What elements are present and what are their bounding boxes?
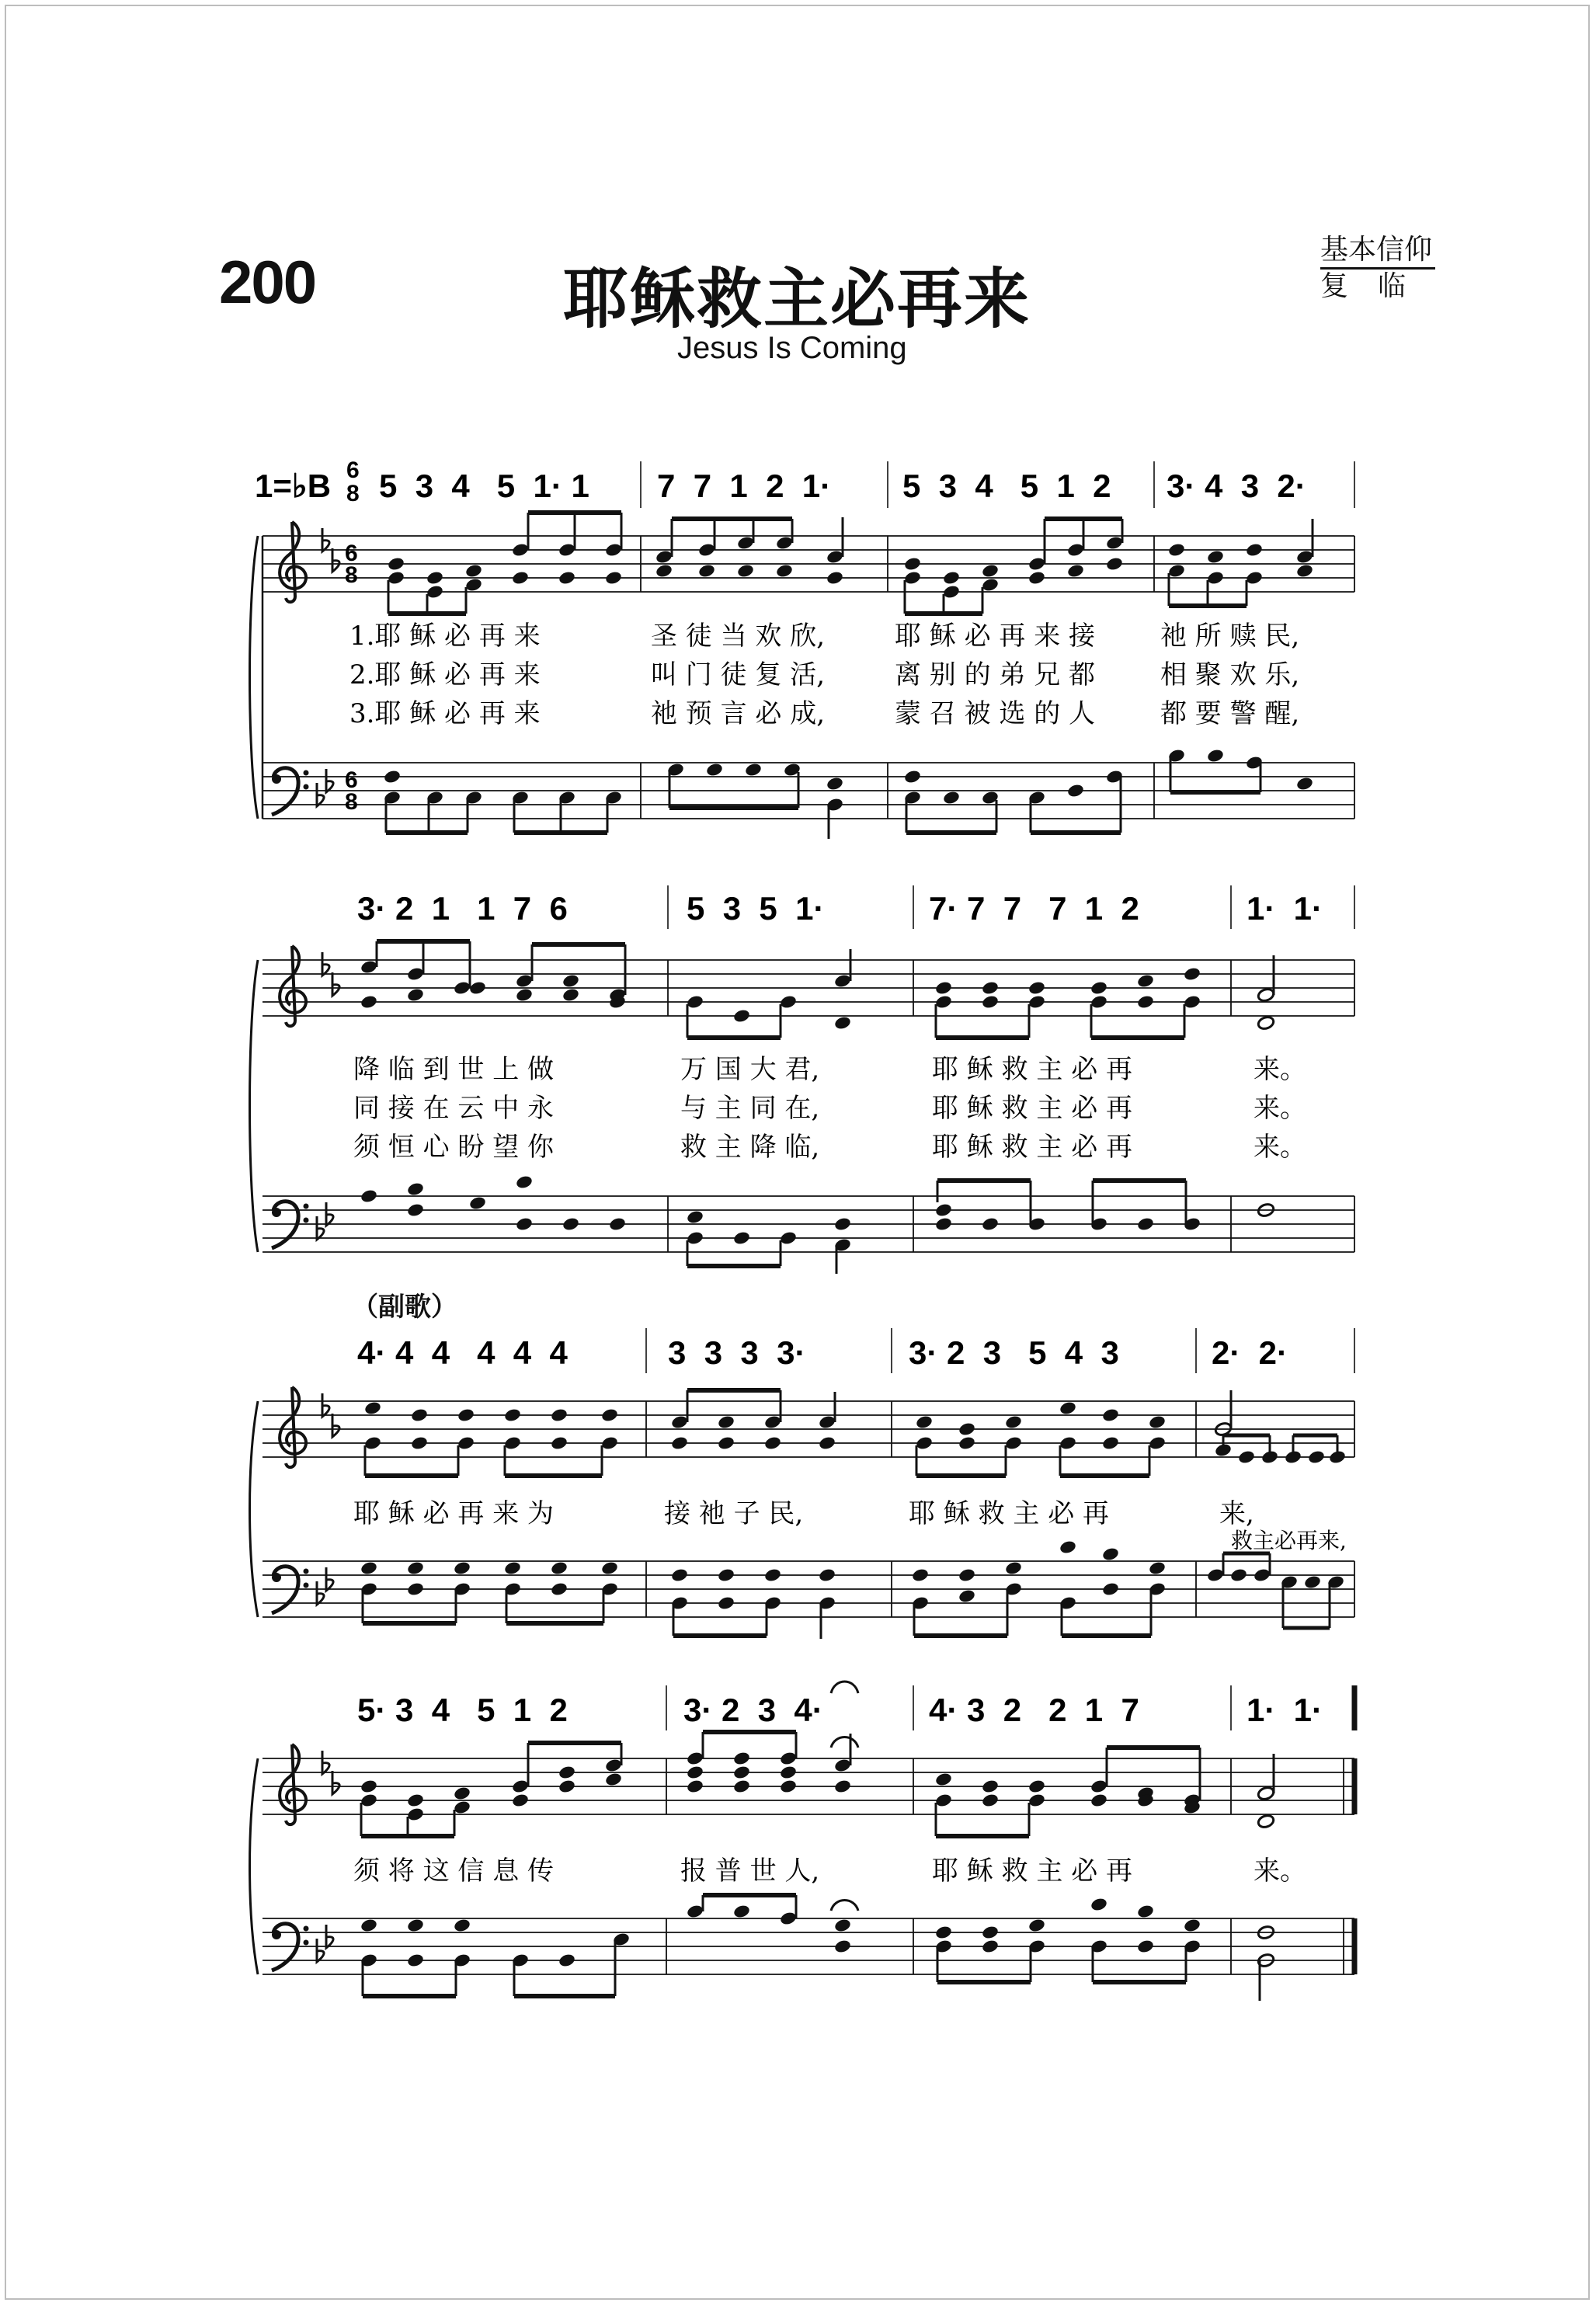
lyric-line: 祂 所 赎 民, bbox=[1160, 621, 1300, 652]
lyric-line: 耶 稣 必 再 来 接 bbox=[895, 621, 1096, 652]
bass-notes bbox=[383, 748, 1314, 812]
flat-icon bbox=[317, 1581, 324, 1605]
lyric-line: 1.耶 稣 必 再 来 bbox=[349, 621, 541, 652]
lyric-line: 叫 门 徒 复 活, bbox=[651, 659, 826, 690]
category-main: 基本信仰 bbox=[1320, 233, 1435, 270]
jianpu-measure: 5 3 5 1· bbox=[687, 890, 825, 927]
jianpu-measure: 3· 2 3 5 4 3 bbox=[909, 1334, 1119, 1371]
key-signature bbox=[255, 457, 360, 506]
jianpu-measure: 1· 1· bbox=[1247, 890, 1323, 927]
jianpu-line-3 bbox=[357, 1334, 1288, 1371]
lyrics-block bbox=[353, 1054, 1306, 1163]
jianpu-line-2 bbox=[357, 890, 1323, 927]
treble-notes bbox=[360, 1751, 1275, 1829]
flat-icon bbox=[332, 548, 339, 572]
svg-text:8: 8 bbox=[345, 789, 358, 815]
lyric-line: 来。 bbox=[1254, 1054, 1306, 1085]
system-2 bbox=[250, 885, 1355, 1274]
flat-icon bbox=[322, 1393, 329, 1417]
svg-text:6: 6 bbox=[345, 767, 358, 793]
jianpu-measure: 1· 1· bbox=[1247, 1692, 1323, 1728]
jianpu-measure: 4· 4 4 4 4 4 bbox=[357, 1334, 568, 1371]
svg-text:6: 6 bbox=[345, 541, 358, 566]
jianpu-measure: 5· 3 4 5 1 2 bbox=[357, 1692, 568, 1728]
brace-icon bbox=[250, 960, 259, 1252]
treble-stems bbox=[377, 941, 1274, 1038]
flat-icon bbox=[326, 769, 333, 792]
treble-notes bbox=[387, 535, 1314, 600]
treble-clef-icon bbox=[280, 1387, 306, 1467]
lyric-line: 万 国 大 君, bbox=[680, 1054, 820, 1085]
lyric-line: 圣 徒 当 欢 欣, bbox=[651, 621, 826, 652]
hymn-title-english: Jesus Is Coming bbox=[677, 331, 907, 365]
jianpu-measure: 3 3 3 3· bbox=[668, 1334, 806, 1371]
bass-notes bbox=[360, 1174, 1275, 1253]
lyric-line: 相 聚 欢 乐, bbox=[1160, 659, 1300, 690]
fermata-icon bbox=[831, 1682, 858, 1693]
treble-clef-icon bbox=[280, 522, 306, 602]
lyric-line: 来, bbox=[1219, 1498, 1254, 1529]
treble-stems bbox=[365, 1390, 1337, 1476]
lyric-line: 来。 bbox=[1254, 1093, 1306, 1124]
lyric-line: 同 接 在 云 中 永 bbox=[353, 1093, 555, 1124]
jianpu-line-1 bbox=[379, 468, 1306, 504]
flat-icon bbox=[326, 1567, 333, 1591]
time-sig-bottom: 8 bbox=[346, 481, 360, 506]
lyric-line: 3.耶 稣 必 再 来 bbox=[349, 698, 541, 729]
jianpu-measure: 5 3 4 5 1· 1 bbox=[379, 468, 589, 504]
flat-icon bbox=[322, 1751, 329, 1774]
lyric-line: 来。 bbox=[1254, 1856, 1306, 1887]
jianpu-measure: 5 3 4 5 1 2 bbox=[902, 468, 1111, 504]
lyric-line: 耶 稣 救 主 必 再 bbox=[932, 1132, 1133, 1163]
hymn-title-chinese: 耶稣救主必再来 bbox=[563, 261, 1031, 337]
jianpu-measure: 3· 2 1 1 7 6 bbox=[357, 890, 568, 927]
brace-icon bbox=[250, 1401, 259, 1617]
lyric-line: 接 祂 子 民, bbox=[664, 1498, 804, 1529]
treble-stems bbox=[388, 513, 1313, 614]
lyric-line: 都 要 警 醒, bbox=[1160, 698, 1300, 729]
lyric-line: 救 主 降 临, bbox=[680, 1132, 820, 1163]
hymn-number: 200 bbox=[219, 248, 316, 316]
bass-staff bbox=[263, 1561, 1354, 1617]
flat-icon bbox=[317, 783, 324, 806]
fermata-icon bbox=[831, 1901, 858, 1911]
treble-stems bbox=[361, 1732, 1274, 1836]
flat-icon bbox=[322, 952, 329, 976]
treble-clef-icon bbox=[280, 946, 306, 1026]
flat-icon bbox=[326, 1925, 333, 1948]
treble-clef-icon bbox=[280, 1744, 306, 1824]
lyrics-block bbox=[353, 1498, 1347, 1553]
key-signature-text: 1=♭B bbox=[255, 468, 332, 504]
flat-icon bbox=[317, 1939, 324, 1962]
jianpu-measure: 7· 7 7 7 1 2 bbox=[929, 890, 1139, 927]
lyric-line: 离 别 的 弟 兄 都 bbox=[895, 659, 1096, 690]
lyric-line: 耶 稣 救 主 必 再 bbox=[932, 1054, 1133, 1085]
lyric-line: 与 主 同 在, bbox=[680, 1093, 820, 1124]
echo-lyric: 救主必再来, bbox=[1231, 1528, 1347, 1553]
flat-icon bbox=[326, 1202, 333, 1226]
lyrics-block bbox=[353, 1856, 1306, 1887]
flat-icon bbox=[317, 1216, 324, 1240]
fermata-icon bbox=[831, 1737, 858, 1748]
lyric-line: 须 将 这 信 息 传 bbox=[353, 1856, 555, 1887]
flat-icon bbox=[332, 972, 339, 996]
lyric-line: 祂 预 言 必 成, bbox=[651, 698, 826, 729]
jianpu-line-4 bbox=[357, 1692, 1323, 1728]
lyric-line: 耶 稣 必 再 来 为 bbox=[353, 1498, 555, 1529]
lyric-line: 耶 稣 救 主 必 再 bbox=[932, 1093, 1133, 1124]
lyric-line: 报 普 世 人, bbox=[680, 1856, 820, 1887]
jianpu-measure: 3· 2 3 4· bbox=[683, 1692, 823, 1728]
lyric-line: 蒙 召 被 选 的 人 bbox=[895, 698, 1096, 729]
flat-icon bbox=[332, 1771, 339, 1794]
category-sub: 复临 bbox=[1320, 270, 1436, 302]
bass-stems bbox=[363, 1895, 1260, 2001]
lyric-line: 耶 稣 救 主 必 再 bbox=[932, 1856, 1133, 1887]
jianpu-measure: 3· 4 3 2· bbox=[1167, 468, 1306, 504]
brace-icon bbox=[250, 1758, 259, 1974]
treble-notes bbox=[360, 959, 1275, 1031]
lyric-line: 2.耶 稣 必 再 来 bbox=[349, 659, 541, 690]
treble-staff bbox=[263, 536, 1354, 592]
system-1 bbox=[250, 461, 1355, 839]
lyric-line: 来。 bbox=[1254, 1132, 1306, 1163]
lyric-line: 须 恒 心 盼 望 你 bbox=[353, 1132, 555, 1163]
jianpu-measure: 4· 3 2 2 1 7 bbox=[929, 1692, 1139, 1728]
treble-staff bbox=[263, 1401, 1354, 1457]
time-sig-top: 6 bbox=[346, 457, 360, 483]
lyric-line: 降 临 到 世 上 做 bbox=[353, 1054, 555, 1085]
system-4 bbox=[250, 1682, 1355, 2001]
flat-icon bbox=[332, 1414, 339, 1437]
jianpu-measure: 7 7 1 2 1· bbox=[657, 468, 832, 504]
lyric-line: 耶 稣 救 主 必 再 bbox=[909, 1498, 1110, 1529]
brace-icon bbox=[250, 536, 259, 819]
treble-notes bbox=[363, 1400, 1347, 1465]
jianpu-measure: 2· 2· bbox=[1212, 1334, 1288, 1371]
lyrics-block bbox=[349, 621, 1299, 729]
system-3 bbox=[250, 1328, 1355, 1639]
chorus-label: （副歌） bbox=[352, 1292, 457, 1323]
flat-icon bbox=[322, 528, 329, 551]
svg-text:8: 8 bbox=[345, 562, 358, 588]
